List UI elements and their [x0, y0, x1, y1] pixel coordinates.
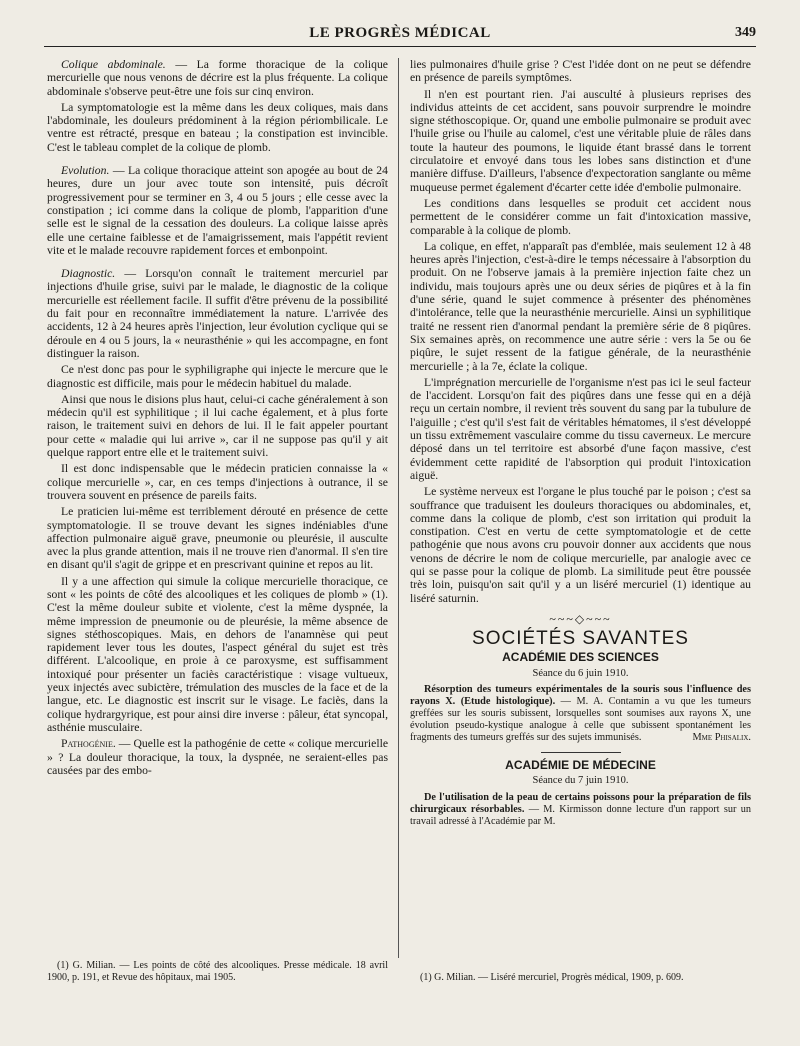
- paragraph: [47, 164, 388, 257]
- paragraph: Il est donc indispensable que le médecin praticien connaisse la « colique mercurielle », car, en ces temps d'injections à outrance, il se trouvera souvent en présence de pareils faits.: [47, 462, 388, 502]
- paragraph: La symptomatologie est la même dans les deux coliques, mais dans l'abdominale, les douleurs prédominent à la région périombilicale. Le ventre est rétracté, presque en bateau ; la constipation est invincible. C'est le tableau complet de la colique de plomb.: [47, 100, 388, 154]
- paragraph: Le système nerveux est l'organe le plus touché par le poison ; c'est sa souffrance que traduisent les douleurs thoraciques ou abdominales, et, comme dans la colique de plomb, c'est son irritation qui produit la constipation. C'est en vertu de cette symptomatologie et de cette pathogénie que nous avons cru pouvoir donner aux accidents que nous venons de décrire le nom de colique mercurielle, par analogie avec ce qui se passe pour la colique de plomb. La similitude peut être poussée très loin, puisqu'on sait qu'il y a un liséré mercuriel (1) identique au liséré saturnin.: [410, 485, 751, 605]
- paragraph: lies pulmonaires d'huile grise ? C'est l'idée dont on ne peut se défendre en présence de pareils symptômes.: [410, 58, 751, 85]
- paragraph: Il n'en est pourtant rien. J'ai ausculté à plusieurs reprises des individus atteints de cet accident, sans pouvoir surprendre le moindre signe stéthoscopique. Or, quand une embolie pulmonaire se produit avec l'huile grise ou l'huile au calomel, c'est une véritable pluie de râles dans toute la hauteur des poumons, le liquide étant brassé dans le torrent circulatoire et envoyé dans tous les lobes sans distinction et d'une manière diffuse. D'ailleurs, l'absence d'expectoration sanglante ou même muqueuse permet également d'écarter cette idée d'embolie pulmonaire.: [410, 87, 751, 194]
- report-text: — M. A. Contamin a vu que les tumeurs greffées sur les souris subissent, lorsquelles sont soumises aux rayons X, une évolution pseudo-kystique analogue à celle que subissent spontanément les fragments des tumeurs greffés sur des sujets immunisés.: [410, 696, 751, 744]
- report-title: Résorption des tumeurs expérimentales de la souris sous l'influence des rayons X. (Etude histologique).: [410, 684, 751, 708]
- section-heading: Pathogénie.: [61, 737, 116, 751]
- subsection-title: ACADÉMIE DE MÉDECINE: [505, 758, 656, 773]
- paragraph: [47, 737, 388, 777]
- paragraph: Il y a une affection qui simule la colique mercurielle thoracique, ce sont « les points de côté des alcooliques et les coliques de plomb » (1). C'est la même douleur subite et violente, c'est la même dyspnée, la même impression de pneumonie ou de pleurésie, la même absence de signes stéthoscopiques. Mais, en dehors de l'anamnèse qui peut rapidement lever tous les doutes, l'aspect général du sujet est très différent. L'alcoolique, en proie à ce paroxysme, est suffisamment intoxiqué pour présenter un faciès caractéristique : visage vultueux, yeux injectés avec subictère, trémulation des muscles de la face et de la langue, etc. Le diagnostic est inscrit sur le visage. Le faciès, dans la colique hydrargyrique, est pour ainsi dire inverse : pâleur, état syncopal, asthénie musculaire.: [47, 574, 388, 734]
- right-column: [410, 58, 751, 831]
- page-header: [44, 22, 756, 47]
- paragraph: Le praticien lui-même est terriblement dérouté en présence de cette symptomatologie. Il se trouve devant les signes indéniables d'une affection pulmonaire aiguë grave, pneumonie ou pleurésie, il ausculte avec la plus grande attention, mais il ne trouve rien d'anormal. Il s'en tire en disant qu'il s'agit de grippe et en prescrivant quinine et repos au lit.: [47, 505, 388, 572]
- paragraph: [47, 267, 388, 360]
- paragraph-text: — Lorsqu'on connaît le traitement mercuriel par injections d'huile grise, suivi par le malade, le diagnostic de la colique mercurielle est réellement facile. Il suffit d'être prévenu de la possibilité du fait pour en reconnaître immédiatement la nature. L'arrivée des accidents, 12 à 24 heures après l'injection, leur évolution cyclique qui se déroule en 4 ou 5 jours, la « neurasthénie » qui les accompagne, en font distinguer la raison.: [47, 267, 388, 360]
- session-date: Séance du 6 juin 1910.: [532, 667, 629, 679]
- paragraph: [47, 58, 388, 98]
- paragraph: Les conditions dans lesquelles se produit cet accident nous permettent de le considérer comme un fait d'intoxication massive, comparable à la colique de plomb.: [410, 196, 751, 237]
- paragraph: La colique, en effet, n'apparaît pas d'emblée, mais seulement 12 à 48 heures après l'injection, c'est-à-dire le temps nécessaire à l'absorption du produit. On ne l'observe jamais à la première injection faite chez un individu, mais toujours après une ou deux séries de piqûres et à la fin d'une série, quand le sujet commence à présenter des phénomènes d'intolérance, telle que la neurasthénie mercurielle. Ainsi un syphilitique traité ne ressent rien d'anormal pendant la première série de 8 piqûres. Six semaines après, on recommence une autre série : vers la 5e ou 6e piqûre, le sujet ressent de la fatigue générale, de la neurasthénie mercurielle ; à la 7e, éclate la colique.: [410, 239, 751, 373]
- section-heading: Evolution.: [61, 164, 110, 178]
- journal-title: LE PROGRÈS MÉDICAL: [309, 25, 491, 41]
- column-divider: [398, 58, 399, 958]
- paragraph-text: — La colique thoracique atteint son apogée au bout de 24 heures, dure un jour avec toute son intensité, puis décroît progressivement pour se terminer en 3, 4 ou 5 jours ; elle cesse avec la constipation ; ici comme dans la colique de plomb, l'apparition d'une selle est le signal de la cessation des douleurs. La colique laisse après elle une certaine faiblesse et de l'amaigrissement, mais l'appétit revient vite et le malade recouvre rapidement forces et embonpoint.: [47, 164, 388, 257]
- report-item: [410, 792, 751, 828]
- section-heading: Diagnostic.: [61, 267, 116, 281]
- left-column: [47, 58, 388, 780]
- section-title: SOCIÉTÉS SAVANTES: [472, 628, 689, 650]
- section-heading: Colique abdominale.: [61, 58, 166, 71]
- report-title: De l'utilisation de la peau de certains poissons pour la préparation de fils chirurgicaux résorbables.: [410, 791, 751, 815]
- report-item: [410, 684, 751, 744]
- footnote: (1) G. Milian. — Liséré mercuriel, Progrès médical, 1909, p. 609.: [420, 972, 684, 983]
- page-number: 349: [735, 25, 756, 40]
- paragraph: L'imprégnation mercurielle de l'organisme n'est pas ici le seul facteur de l'accident. Lorsqu'on fait des piqûres dans une fesse qui en a déjà reçu un certain nombre, il revient très souvent du sang par la tubulure de l'aiguille ; c'est qu'il s'est fait de véritables hématomes, il s'est développé un tissu extrêmement vasculaire comme du tissu caverneux. Le mercure déposé dans un tel territoire est absorbé d'une façon massive, c'est évidemment cette rapidité de l'absorption qui produit l'intoxication aiguë.: [410, 375, 751, 482]
- subsection-title: ACADÉMIE DES SCIENCES: [502, 650, 659, 665]
- report-text: — M. Kirmisson donne lecture d'un rapport sur un travail adressé à l'Académie par M.: [410, 803, 751, 827]
- signature: Mme Phisalix.: [692, 732, 751, 744]
- paragraph: Ce n'est donc pas pour le syphiligraphe qui injecte le mercure que le diagnostic est difficile, mais pour le médecin habituel du malade.: [47, 363, 388, 390]
- session-date: Séance du 7 juin 1910.: [532, 775, 629, 787]
- paragraph-text: — Quelle est la pathogénie de cette « colique mercurielle » ? La douleur thoracique, la toux, la dyspnée, ne seraient-elles pas causées par des embo-: [47, 737, 389, 777]
- ornament-divider: ~~~◇~~~: [549, 611, 612, 626]
- divider: [541, 752, 621, 753]
- paragraph: Ainsi que nous le disions plus haut, celui-ci cache généralement à son médecin qu'il est syphilitique ; il lui cache également, et à plus forte raison, le traitement suivi en dehors de lui. Il le fait appeler pourtant pour cette « maladie qui lui arrive », car il ne suppose pas qu'il y ait quelque rapport entre elle et le traitement suivi.: [47, 392, 388, 460]
- footnote: (1) G. Milian. — Les points de côté des alcooliques. Presse médicale. 18 avril 1900, p. 191, et Revue des hôpitaux, mai 1905.: [47, 960, 388, 983]
- paragraph-text: — La forme thoracique de la colique mercurielle que nous venons de décrire est la plus fréquente. La colique abdominale s'observe peut-être une fois sur cinq environ.: [47, 58, 388, 98]
